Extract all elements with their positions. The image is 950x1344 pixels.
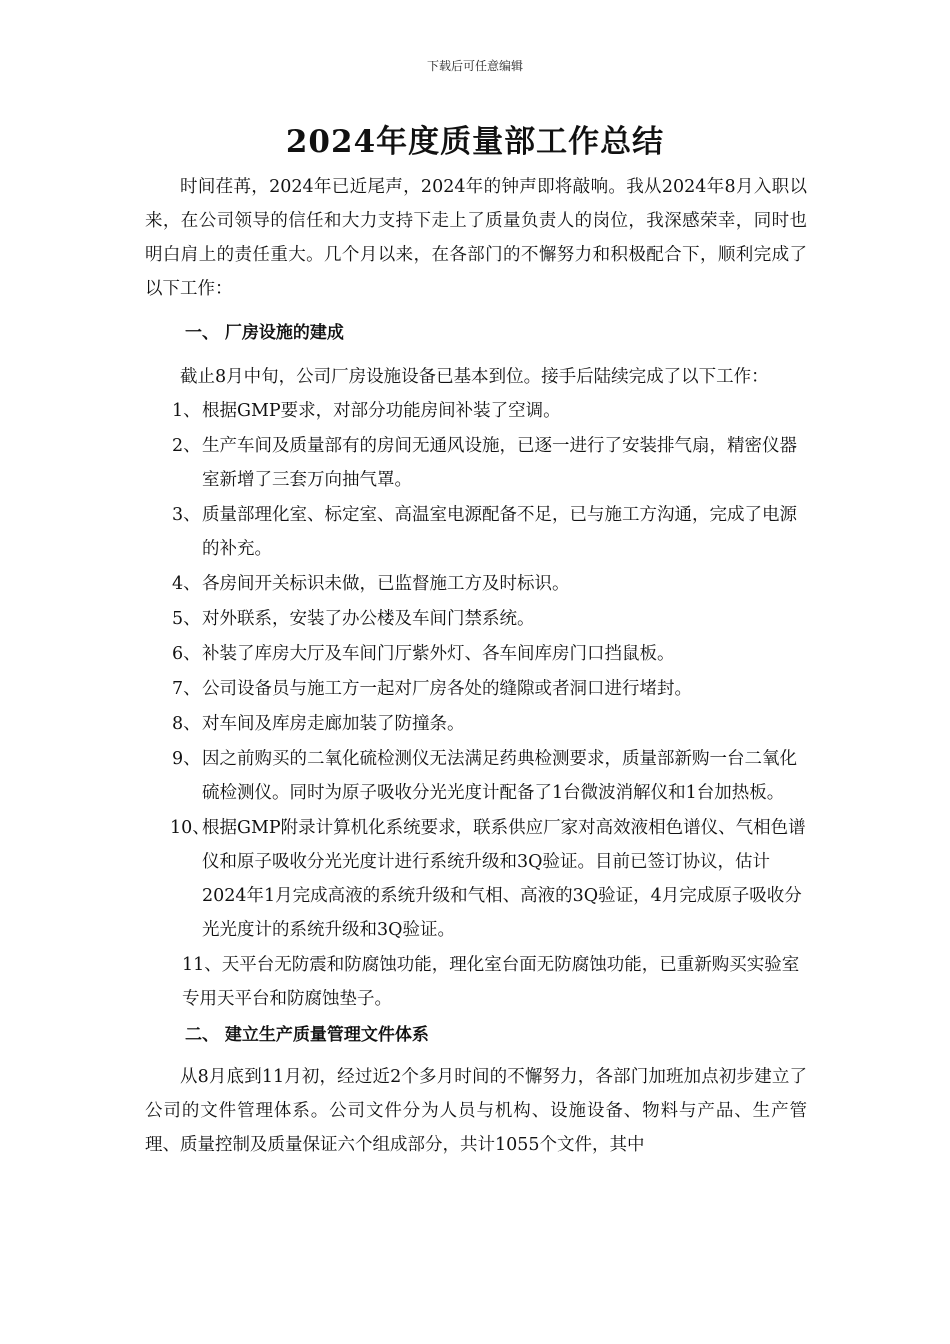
list-item-text: 对车间及库房走廊加装了防撞条。 [202,714,465,734]
list-item-text: 质量部理化室、标定室、高温室电源配备不足，已与施工方沟通，完成了电源的补充。 [202,505,797,559]
list-item-text: 对外联系，安装了办公楼及车间门禁系统。 [202,609,535,629]
list-item-text: 生产车间及质量部有的房间无通风设施，已逐一进行了安装排气扇，精密仪器室新增了三套万向抽气罩。 [202,436,797,490]
list-item [145,567,807,601]
list-item-number: 10、 [170,818,210,838]
list-item-number: 1、 [172,401,201,421]
list-item-text: 根据GMP要求，对部分功能房间补装了空调。 [202,401,561,421]
list-item-number: 9、 [172,749,201,769]
list-item [145,742,807,810]
document-title: 2024年度质量部工作总结 [285,124,665,160]
list-item [145,707,807,741]
list-item-number: 7、 [172,679,201,699]
list-item-text: 补装了库房大厅及车间门厅紫外灯、各车间库房门口挡鼠板。 [202,644,675,664]
list-item-number: 4、 [172,574,201,594]
list-item [145,602,807,636]
list-item [145,429,807,497]
section-1-lead: 截止8月中旬，公司厂房设施设备已基本到位。接手后陆续完成了以下工作： [180,367,769,387]
list-item [145,672,807,706]
list-item-text: 公司设备员与施工方一起对厂房各处的缝隙或者洞口进行堵封。 [202,679,692,699]
list-item-text: 根据GMP附录计算机化系统要求，联系供应厂家对高效液相色谱仪、气相色谱仪和原子吸收分光光度计进行系统升级和3Q验证。目前已签订协议，估计2024年1月完成高液的系统升级和气相、高液的3Q验证，4月完成原子吸收分光光度计的系统升级和3Q验证。 [202,818,806,940]
list-item [145,811,807,947]
header-note: 下载后可任意编辑 [426,59,523,73]
list-item-number: 2、 [172,436,201,456]
list-item-number: 6、 [172,644,201,664]
list-item-text: 各房间开关标识未做，已监督施工方及时标识。 [202,574,570,594]
list-item [145,948,807,1016]
document-body [145,170,807,1162]
section-1-list [145,394,807,1016]
list-item-number: 5、 [172,609,201,629]
list-item [145,498,807,566]
list-item-number: 8、 [172,714,201,734]
list-item-number: 3、 [172,505,201,525]
list-item-text: 因之前购买的二氧化硫检测仪无法满足药典检测要求，质量部新购一台二氧化硫检测仪。同时为原子吸收分光光度计配备了1台微波消解仪和1台加热板。 [202,749,797,803]
section-heading-2: 二、 建立生产质量管理文件体系 [185,1025,429,1045]
intro-paragraph: 时间荏苒，2024年已近尾声，2024年的钟声即将敲响。我从2024年8月入职以来，在公司领导的信任和大力支持下走上了质量负责人的岗位，我深感荣幸，同时也明白肩上的责任重大。几个月以来，在各部门的不懈努力和积极配合下，顺利完成了以下工作： [145,177,807,299]
list-item-number: 11、 [182,955,222,975]
section-2-paragraph: 从8月底到11月初，经过近2个多月时间的不懈努力，各部门加班加点初步建立了公司的文件管理体系。公司文件分为人员与机构、设施设备、物料与产品、生产管理、质量控制及质量保证六个组成部分，共计1055个文件，其中 [145,1067,807,1155]
list-item [145,637,807,671]
list-item-text: 天平台无防震和防腐蚀功能，理化室台面无防腐蚀功能，已重新购买实验室专用天平台和防腐蚀垫子。 [182,955,800,1009]
section-heading-1: 一、 厂房设施的建成 [185,323,344,343]
list-item [145,394,807,428]
